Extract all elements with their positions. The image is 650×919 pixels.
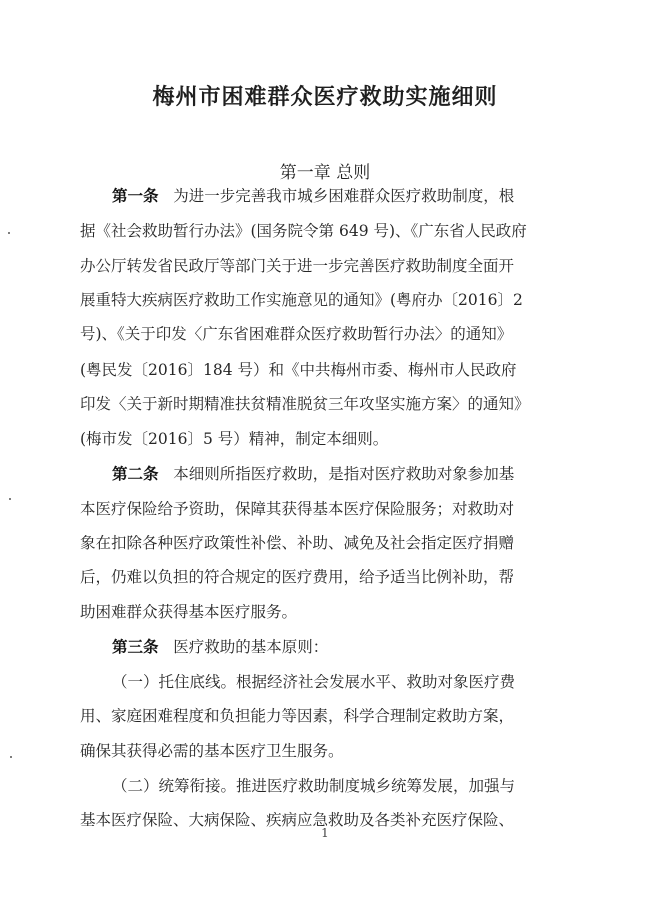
page-number: 1 xyxy=(321,826,329,840)
article-2-text: 本细则所指医疗救助，是指对医疗救助对象参加基 xyxy=(173,465,515,483)
article-1-line: 展重特大疾病医疗救助工作实施意见的通知》(粤府办〔2016〕2 xyxy=(80,291,523,309)
article-2-label: 第二条 xyxy=(112,464,159,483)
article-3-line xyxy=(112,637,580,657)
scan-speck xyxy=(10,756,12,758)
document-title: 梅州市困难群众医疗救助实施细则 xyxy=(152,84,498,110)
article-1-line: 办公厅转发省民政厅等部门关于进一步完善医疗救助制度全面开 xyxy=(80,257,515,275)
article-3-item-2-line: 基本医疗保险、大病保险、疾病应急救助及各类补充医疗保险、 xyxy=(80,811,515,829)
article-3-intro: 医疗救助的基本原则： xyxy=(173,638,329,656)
article-3-item-1-line: 用、家庭困难程度和负担能力等因素，科学合理制定救助方案， xyxy=(80,707,515,725)
article-1-line: 据《社会救助暂行办法》(国务院令第 649 号)、《广东省人民政府 xyxy=(80,222,527,240)
article-1-line: 印发〈关于新时期精准扶贫精准脱贫三年攻坚实施方案〉的通知》 xyxy=(80,395,530,413)
article-2-line: 象在扣除各种医疗政策性补偿、补助、减免及社会指定医疗捐赠 xyxy=(80,534,515,552)
article-3-item-1-line: （一）托住底线。根据经济社会发展水平、救助对象医疗费 xyxy=(112,673,516,691)
scan-speck xyxy=(9,498,11,500)
article-2-line xyxy=(112,464,580,484)
article-2-line: 后，仍难以负担的符合规定的医疗费用，给予适当比例补助，帮 xyxy=(80,568,515,586)
article-3-item-2-line: （二）统筹衔接。推进医疗救助制度城乡统筹发展，加强与 xyxy=(112,777,516,795)
article-1-line: (粤民发〔2016〕184 号）和《中共梅州市委、梅州市人民政府 xyxy=(80,361,517,379)
article-2-line: 助困难群众获得基本医疗服务。 xyxy=(80,603,298,621)
chapter-heading: 第一章 总则 xyxy=(279,163,371,183)
article-2-line: 本医疗保险给予资助，保障其获得基本医疗保险服务；对救助对 xyxy=(80,500,515,518)
article-1-label: 第一条 xyxy=(112,186,159,205)
article-1-text: 为进一步完善我市城乡困难群众医疗救助制度，根 xyxy=(173,187,515,205)
article-1-line xyxy=(112,186,580,206)
article-1-line: 号)、《关于印发〈广东省困难群众医疗救助暂行办法〉的通知》 xyxy=(80,325,513,343)
scan-speck xyxy=(8,232,10,234)
article-3-label: 第三条 xyxy=(112,637,159,656)
article-3-item-1-line: 确保其获得必需的基本医疗卫生服务。 xyxy=(80,742,344,760)
article-1-line: (梅市发〔2016〕5 号）精神，制定本细则。 xyxy=(80,430,389,448)
